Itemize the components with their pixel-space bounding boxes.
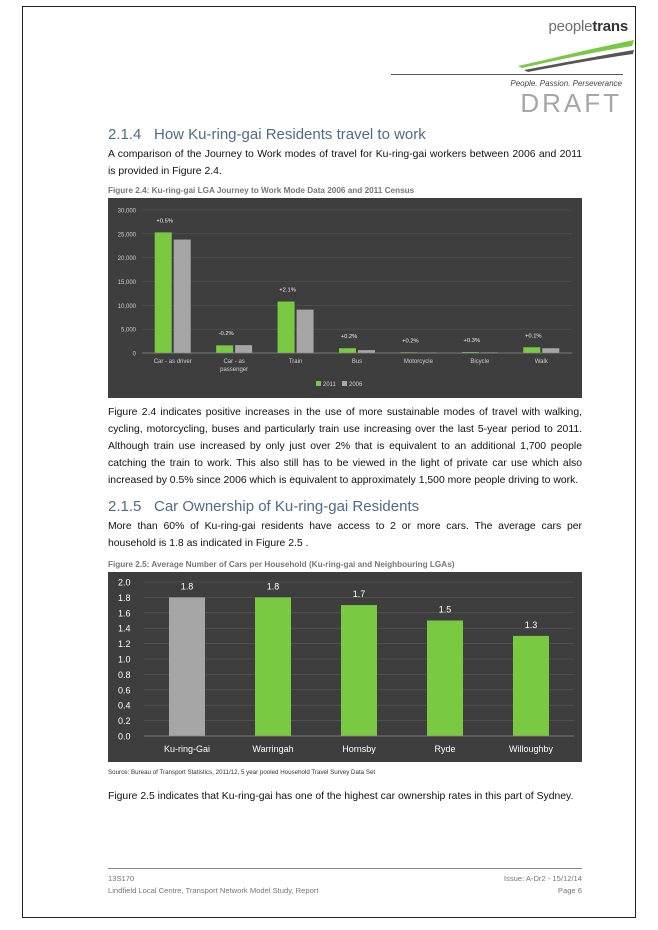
x-tick-label: Train [288,359,303,365]
section-discussion: Figure 2.4 indicates positive increases in the use of more sustainable modes of travel with walking, cycling, motorcycling, buses and particularly train use increasing over the last 5-year period to 2011. Although train use increased by only just over 2% that is equivalent to an additional 1,700 people catching the train to work. This also still has to be viewed in the light of private car use which also increased by 0.5% since 2006 which is equivalent to approximately 1,500 more people driving to work. [108,407,582,486]
section-discussion: Figure 2.5 indicates that Ku-ring-gai has one of the highest car ownership rates in this part of Sydney. [108,791,574,802]
section-heading-2-1-4 [108,126,426,143]
y-tick-label: 30,000 [117,208,136,215]
y-tick-label: 5,000 [120,327,136,334]
x-tick-label: Walk [534,359,548,365]
bar-2006-1 [235,345,252,353]
bar-1 [255,597,291,736]
change-annotation: +0.2% [402,338,419,345]
change-annotation: -0.2% [218,331,234,338]
y-tick-label: 0 [132,351,136,358]
footer-page-number: Page 6 [557,886,582,895]
y-tick-label: 0.6 [118,685,131,696]
bar-2011-1 [216,345,233,353]
change-annotation: +0.3% [463,338,481,345]
x-tick-label: Ryde [434,744,456,754]
y-tick-label: 1.8 [118,592,131,603]
footer-issue: Issue: A-Dr2 - 15/12/14 [503,874,582,883]
figure-source: Source: Bureau of Transport Statistics, 2011/12, 5 year pooled Household Travel Survey Data Set [108,769,376,776]
bar-2006-0 [174,240,191,353]
section-title: How Ku-ring-gai Residents travel to work [154,126,426,143]
section-heading-2-1-5 [108,498,419,515]
section-intro: A comparison of the Journey to Work modes of travel for Ku-ring-gai workers between 2006 and 2011 is provided in Figure 2.4. [108,149,582,177]
x-tick-label: Ku-ring-Gai [163,744,211,754]
y-tick-label: 10,000 [117,303,136,310]
logo-text-people: people [548,18,593,35]
section-title: Car Ownership of Ku-ring-gai Residents [154,498,420,515]
tagline: People. Passion. Perseverance [510,79,622,88]
x-tick-label: Bicycle [470,359,490,365]
legend-label: 2006 [349,382,363,388]
bar-2006-6 [542,348,559,353]
change-annotation: +0.5% [156,218,174,225]
y-tick-label: 0.0 [118,731,131,742]
section-intro: More than 60% of Ku-ring-gai residents have access to 2 or more cars. The average cars per household is 1.8 as indicated in Figure 2.5 . [108,521,582,549]
data-label: 1.3 [524,619,538,630]
y-tick-label: 20,000 [117,256,136,263]
draft-watermark: DRAFT [520,88,622,118]
legend-label: 2011 [323,382,336,388]
x-tick-label: Bus [351,359,363,365]
data-label: 1.8 [266,581,280,592]
logo-text-trans: trans [592,18,628,35]
y-tick-label: 1.6 [118,608,131,619]
car-ownership-chart [108,572,582,762]
figure-caption: Figure 2.5: Average Number of Cars per Household (Ku-ring-gai and Neighbouring LGAs) [108,560,455,569]
bar-2011-6 [523,347,540,353]
bar-0 [169,597,205,736]
x-tick-label: Motorcycle [403,359,433,365]
y-tick-label: 25,000 [117,232,136,239]
data-label: 1.5 [438,604,452,615]
x-tick-label: Warringah [252,744,294,754]
y-tick-label: 0.4 [118,700,131,711]
y-tick-label: 0.2 [118,716,131,727]
change-annotation: +0.2% [340,334,358,341]
x-tick-label: Willoughby [508,744,554,754]
y-tick-label: 1.2 [118,639,131,650]
footer-project-number: 13S170 [108,874,135,883]
logo-swoosh-icon [514,36,636,72]
bar-2011-3 [339,348,356,353]
y-tick-label: 15,000 [117,280,136,286]
footer-project-title: Lindfield Local Centre, Transport Network Model Study, Report [108,886,319,895]
header-rule [391,74,623,75]
y-tick-label: 1.4 [118,623,131,634]
x-tick-label: Car - as driver [153,359,192,365]
bar-2006-3 [358,350,375,353]
y-tick-label: 0.8 [118,669,131,680]
bar-4 [513,636,549,736]
change-annotation: +0.1% [524,333,542,340]
bar-2 [341,605,377,736]
section-number: 2.1.4 [108,126,142,143]
footer-rule [108,868,582,869]
legend-swatch-2011 [316,381,321,386]
x-tick-label: Hornsby [342,744,376,754]
data-label: 1.8 [180,581,194,592]
mode-share-chart [108,198,582,398]
data-label: 1.7 [352,589,366,600]
section-number: 2.1.5 [108,498,142,515]
y-tick-label: 1.0 [118,654,131,665]
y-tick-label: 2.0 [118,577,131,588]
bar-2011-2 [278,302,295,353]
bar-3 [427,621,463,737]
figure-caption: Figure 2.4: Ku-ring-gai LGA Journey to Work Mode Data 2006 and 2011 Census [108,186,415,195]
x-tick-label: Car - as [223,359,245,365]
x-tick-label-line2: passenger [220,367,249,373]
change-annotation: +2.1% [279,287,296,294]
legend-swatch-2006 [342,381,347,386]
logo-wordmark [548,18,628,35]
bar-2011-0 [155,232,172,353]
bar-2006-2 [297,310,314,353]
